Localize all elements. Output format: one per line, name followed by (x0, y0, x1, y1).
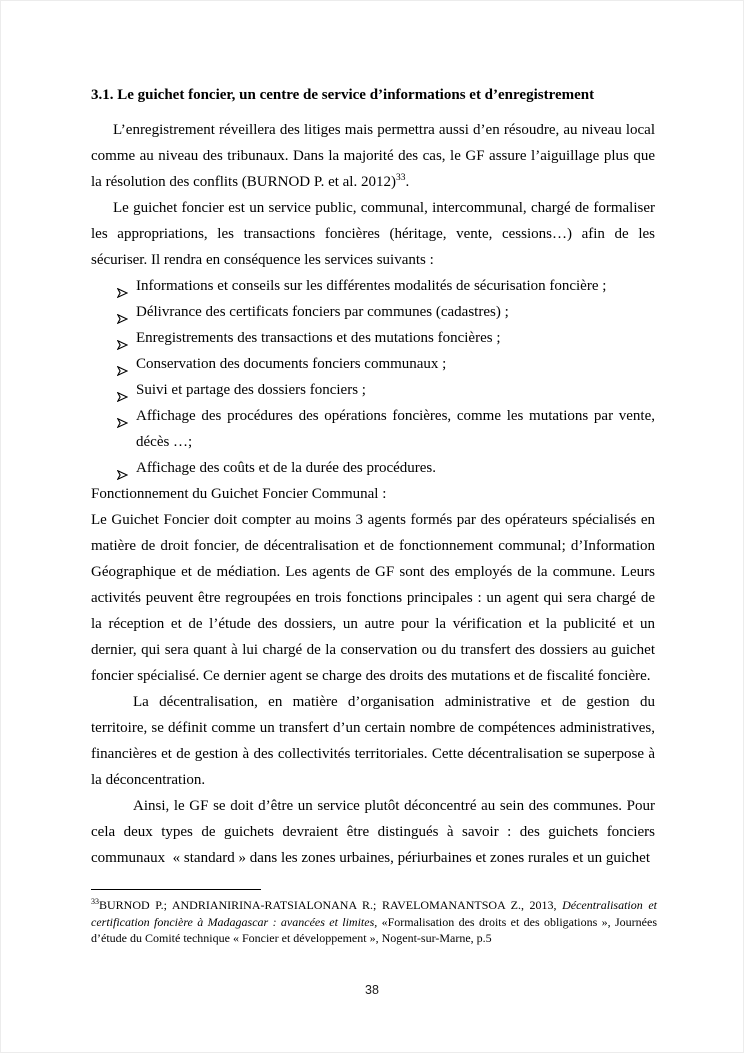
paragraph-services-intro: Le guichet foncier est un service public, communal, intercommunal, chargé de formaliser les appropriations, les transactions foncières (héritage, vente, cessions…) afin de les sécuriser. Il rendra en conséquence les services suivants : (91, 200, 655, 268)
list-item (91, 455, 655, 481)
paragraph-enregistrement (91, 117, 655, 195)
list-item-label: Informations et conseils sur les différentes modalités de sécurisation foncière ; (136, 278, 607, 294)
list-item-label: Délivrance des certificats fonciers par communes (cadastres) ; (136, 304, 509, 320)
arrowhead-bullet-icon (117, 307, 128, 317)
paragraph-ainsi: Ainsi, le GF se doit d’être un service plutôt déconcentré au sein des communes. Pour cela deux types de guichets devraient être distingués à savoir : des guichets fonciers communaux « standard » dans les zones urbaines, périurbaines et zones rurales et un guichet (91, 798, 655, 866)
footnote-text (91, 897, 657, 947)
arrowhead-bullet-icon (117, 463, 128, 473)
arrowhead-bullet-icon (117, 385, 128, 395)
section-heading: 3.1. Le guichet foncier, un centre de service d’informations et d’enregistrement (91, 87, 595, 103)
page-number: 38 (365, 983, 379, 997)
list-item-label: Conservation des documents fonciers communaux ; (136, 356, 447, 372)
paragraph-text-end: . (405, 174, 410, 190)
arrowhead-bullet-icon (117, 359, 128, 369)
list-item (91, 273, 655, 299)
list-item (91, 325, 655, 351)
list-item-label: Suivi et partage des dossiers fonciers ; (136, 382, 366, 398)
footnote-details: «Formalisation des droits et des obligations », Journées d’étude du Comité technique « Foncier et développement », Nogent-sur-Marne, p.5 (91, 914, 657, 945)
footnote-reference-33: 33 (395, 173, 406, 183)
list-item-label: Affichage des procédures des opérations foncières, comme les mutations par vente, décès …; (136, 408, 655, 450)
list-item-label: Enregistrements des transactions et des mutations foncières ; (136, 330, 501, 346)
list-item (91, 403, 655, 455)
list-item (91, 377, 655, 403)
services-list (91, 273, 655, 481)
footnote-title-italic: Décentralisation et certification foncière à Madagascar : avancées et limites, (91, 898, 657, 929)
footnote-section (91, 889, 657, 947)
paragraph-decentralisation: La décentralisation, en matière d’organisation administrative et de gestion du territoire, se définit comme un transfert d’un certain nombre de compétences administratives, financières et de gestion à des collectivités territoriales. Cette décentralisation se superpose à la déconcentration. (91, 694, 655, 788)
arrowhead-bullet-icon (117, 411, 128, 421)
list-item-label: Affichage des coûts et de la durée des procédures. (136, 460, 437, 476)
footnote-separator (91, 889, 261, 890)
paragraph-text: L’enregistrement réveillera des litiges mais permettra aussi d’en résoudre, au niveau local comme au niveau des tribunaux. Dans la majorité des cas, le GF assure l’aiguillage plus que la résolution des conflits (BURNOD P. et al. 2012) (91, 122, 655, 190)
list-item (91, 299, 655, 325)
arrowhead-bullet-icon (117, 333, 128, 343)
list-item (91, 351, 655, 377)
subheading-fonctionnement: Fonctionnement du Guichet Foncier Communal : (91, 486, 387, 502)
arrowhead-bullet-icon (117, 281, 128, 291)
footnote-number: 33 (91, 897, 99, 906)
footnote-authors: BURNOD P.; ANDRIANIRINA-RATSIALONANA R.; RAVELOMANANTSOA Z., 2013, (99, 898, 563, 912)
paragraph-agents: Le Guichet Foncier doit compter au moins 3 agents formés par des opérateurs spécialisés en matière de droit foncier, de décentralisation et de fonctionnement communal; d’Information Géographique et de médiation. Les agents de GF sont des employés de la commune. Leurs activités peuvent être regroupées en trois fonctions principales : un agent qui sera chargé de la réception et de l’étude des dossiers, un autre pour la vérification et la publicité et un dernier, qui sera quant à lui chargé de la conservation ou du transfert des dossiers au guichet foncier spécialisé. Ce dernier agent se charge des droits des mutations et de fiscalité foncière. (91, 512, 655, 684)
